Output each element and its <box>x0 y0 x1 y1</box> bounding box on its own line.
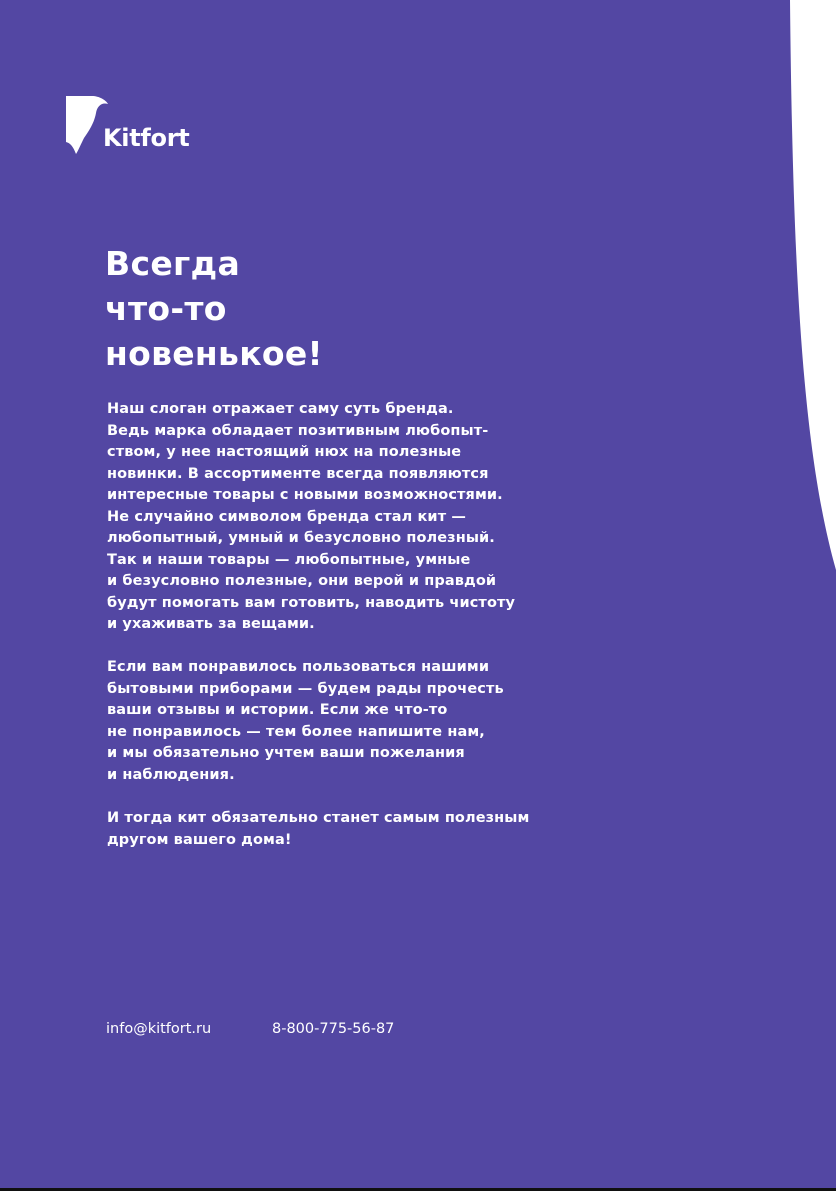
text-line: Не случайно символом бренда стал кит — <box>107 508 466 525</box>
text-line: и наблюдения. <box>107 766 235 783</box>
text-line: бытовыми приборами — будем рады прочесть <box>107 680 504 697</box>
text-line: другом вашего дома! <box>107 831 292 848</box>
body-paragraph-1 <box>107 399 587 636</box>
text-line: ством, у нее настоящий нюх на полезные <box>107 444 462 460</box>
text-line: И тогда кит обязательно станет самым полезным <box>107 810 530 826</box>
text-line: интересные товары с новыми возможностями. <box>107 487 503 503</box>
text-line: будут помогать вам готовить, наводить чистоту <box>107 594 516 611</box>
text-line: и мы обязательно учтем ваши пожелания <box>107 745 465 761</box>
text-line: ваши отзывы и истории. Если же что-то <box>107 702 448 718</box>
body-paragraph-3 <box>107 808 587 851</box>
text-line: не понравилось — тем более напишите нам, <box>107 723 485 740</box>
text-line: любопытный, умный и безусловно полезный. <box>107 530 495 546</box>
text-line: Ведь марка обладает позитивным любопыт- <box>107 422 489 439</box>
text-line: Так и наши товары — любопытные, умные <box>107 551 471 568</box>
text-line: и ухаживать за вещами. <box>107 616 315 632</box>
headline-line-2: что-то <box>105 289 227 328</box>
text-line: Если вам понравилось пользоваться нашими <box>107 659 490 675</box>
headline-line-1: Всегда <box>105 244 241 283</box>
headline-line-3: новенькое! <box>105 334 323 373</box>
text-line: и безусловно полезные, они верой и правдой <box>107 573 497 589</box>
brand-wordmark: Kitfort <box>103 124 190 152</box>
page-headline <box>105 241 605 376</box>
email-link[interactable]: info@kitfort.ru <box>106 1021 212 1037</box>
phone-number[interactable]: 8-800-775-56-87 <box>272 1021 395 1037</box>
contact-info <box>106 1019 426 1039</box>
body-paragraph-2 <box>107 657 587 786</box>
text-line: Наш слоган отражает саму суть бренда. <box>107 401 454 417</box>
text-line: новинки. В ассортименте всегда появляются <box>107 465 489 482</box>
